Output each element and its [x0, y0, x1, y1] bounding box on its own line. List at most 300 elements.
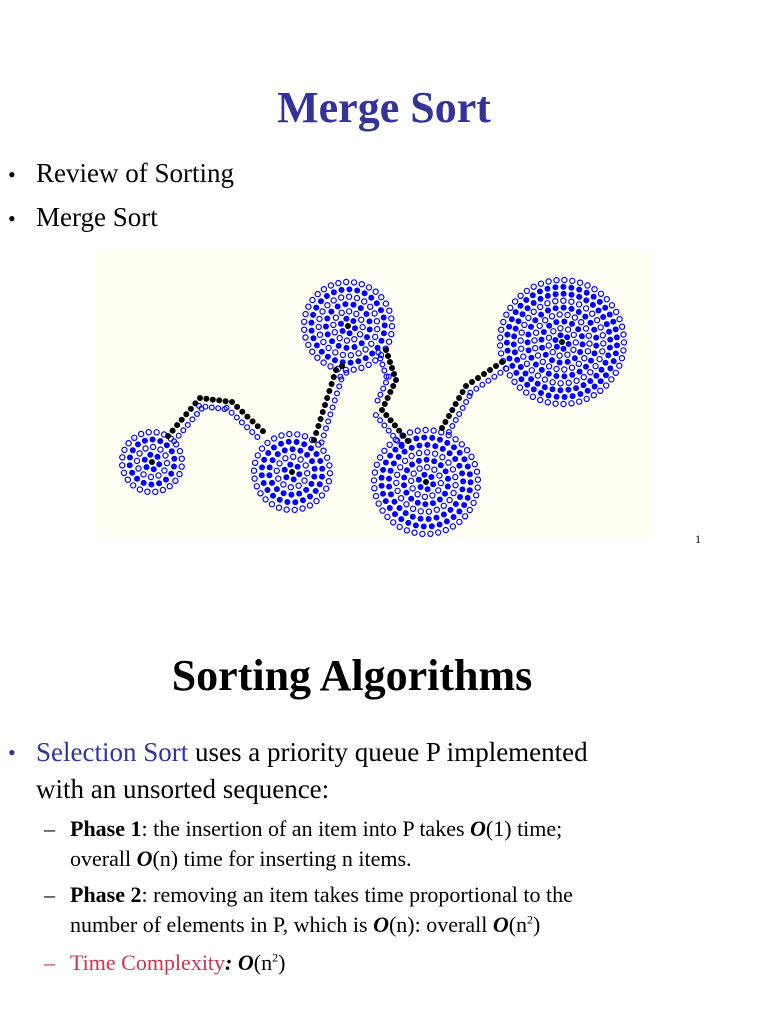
cluster-3-dot [328, 364, 333, 369]
path-3-dot [392, 422, 398, 428]
cluster-4-dot [415, 428, 420, 433]
cluster-4-dot [457, 494, 463, 500]
cluster-3-dot [354, 288, 360, 294]
cluster-5-dot [591, 393, 596, 398]
cluster-4-dot [405, 520, 411, 526]
cluster-5-dot [590, 311, 595, 316]
cluster-5-dot [553, 305, 559, 311]
cluster-3-dot [310, 349, 315, 354]
cluster-4-dot [410, 486, 415, 491]
cluster-2-dot [308, 445, 314, 451]
cluster-2-dot [287, 462, 293, 468]
cluster-5-dot [531, 386, 537, 392]
cluster-4-dot [426, 516, 432, 522]
path-1-dot [229, 399, 235, 405]
cluster-3-dot [339, 287, 345, 293]
cluster-5-dot [535, 381, 541, 387]
cluster-2-dot [314, 499, 319, 504]
cluster-2-dot [296, 483, 301, 488]
cluster-5-dot [550, 380, 555, 385]
cluster-2-dot [261, 480, 267, 486]
cluster-5-dot [524, 361, 529, 366]
page-number: 1 [695, 532, 701, 546]
path-3-dot [382, 401, 388, 407]
cluster-4-dot [442, 491, 448, 497]
cluster-2-dot [300, 497, 306, 503]
cluster-5-dot [540, 359, 545, 364]
cluster-2-dot [317, 481, 323, 487]
cluster-3-dot [331, 298, 336, 303]
cluster-5-dot [597, 299, 603, 305]
cluster-4-dot [416, 443, 422, 449]
cluster-3-dot [359, 365, 364, 370]
cluster-4-dot [430, 500, 436, 506]
cluster-5-dot [504, 332, 510, 338]
cluster-4-dot [416, 458, 422, 464]
cluster-5-dot [542, 384, 548, 390]
cluster-5-dot [528, 376, 534, 382]
cluster-4-dot [392, 511, 398, 517]
cluster-2-dot [283, 474, 289, 480]
cluster-1-dot [168, 471, 174, 477]
cluster-1-center-dot [149, 459, 155, 465]
cluster-5-dot [613, 326, 619, 332]
cluster-5-dot [568, 285, 574, 291]
cluster-2-dot [303, 463, 308, 468]
cluster-5-dot [498, 335, 503, 340]
cluster-3-dot [336, 281, 341, 286]
path-4-edge-dot [492, 374, 497, 379]
path-4-dot [463, 383, 469, 389]
path-3-edge-dot [381, 386, 386, 391]
cluster-2-dot [305, 471, 310, 476]
cluster-2-dot [254, 484, 259, 489]
cluster-5-dot [569, 321, 575, 327]
cluster-4-dot [413, 522, 419, 528]
cluster-5-dot [517, 385, 522, 390]
cluster-2-dot [300, 506, 305, 511]
cluster-5-dot [561, 346, 567, 352]
cluster-5-dot [601, 341, 606, 346]
cluster-4-dot [456, 463, 462, 469]
cluster-2-dot [326, 479, 331, 484]
cluster-4-dot [415, 492, 420, 497]
cluster-1-dot [151, 444, 156, 449]
cluster-4-dot [411, 506, 416, 511]
cluster-5-dot [610, 319, 616, 325]
cluster-5-dot [531, 284, 536, 289]
dot-pattern-illustration [96, 250, 652, 538]
cluster-4-dot [418, 516, 424, 522]
cluster-5-dot [543, 352, 549, 358]
cluster-1-dot [162, 468, 167, 473]
cluster-4-dot [403, 510, 409, 516]
path-2-dot [333, 367, 339, 373]
cluster-4-dot [420, 531, 425, 536]
cluster-4-dot [403, 458, 408, 463]
cluster-4-dot [465, 464, 471, 470]
cluster-4-dot [465, 448, 470, 453]
cluster-5-dot [550, 350, 555, 355]
cluster-5-dot [587, 341, 592, 346]
cluster-2-dot [311, 474, 317, 480]
cluster-5-dot [566, 380, 571, 385]
cluster-4-dot [376, 501, 381, 506]
cluster-3-dot [378, 307, 384, 313]
cluster-3-dot [332, 357, 338, 363]
cluster-4-dot [450, 524, 455, 529]
cluster-4-dot [379, 475, 385, 481]
cluster-4-dot [451, 444, 457, 450]
cluster-4-dot [374, 462, 379, 467]
cluster-5-dot [607, 365, 613, 371]
cluster-5-dot [553, 319, 559, 325]
cluster-1-dot [179, 464, 184, 469]
cluster-4-dot [386, 484, 392, 490]
cluster-3-dot [359, 340, 365, 346]
cluster-2-dot [261, 457, 267, 463]
cluster-4-dot [404, 528, 409, 533]
cluster-3-dot [315, 355, 320, 360]
cluster-5-dot [571, 347, 576, 352]
cluster-3-dot [368, 295, 374, 301]
cluster-4-dot [453, 483, 458, 488]
cluster-1-dot [151, 466, 157, 472]
cluster-5-dot [539, 337, 545, 343]
cluster-4-dot [383, 460, 389, 466]
cluster-2-dot [319, 466, 325, 472]
merge-sort-illustration [96, 250, 652, 538]
cluster-5-dot [597, 357, 602, 362]
cluster-5-dot [557, 312, 562, 317]
cluster-1-dot [148, 482, 154, 488]
cluster-4-dot [444, 440, 450, 446]
path-4-edge-dot [464, 400, 469, 405]
cluster-3-dot [306, 304, 311, 309]
cluster-2-dot [278, 441, 284, 447]
path-3-dot [379, 407, 385, 413]
cluster-4-dot [386, 476, 392, 482]
path-3-edge-dot [380, 362, 385, 367]
path-1-dot [250, 418, 256, 424]
cluster-5-dot [562, 277, 567, 282]
cluster-4-dot [431, 458, 437, 464]
cluster-1-dot [122, 447, 127, 452]
path-2-dot [331, 374, 337, 380]
cluster-4-dot [433, 451, 438, 456]
cluster-5-dot [600, 333, 605, 338]
cluster-4-dot [453, 501, 459, 507]
cluster-4-dot [467, 471, 473, 477]
cluster-4-dot [415, 500, 421, 506]
cluster-3-dot [368, 304, 373, 309]
cluster-5-dot [532, 317, 538, 323]
cluster-5-dot [509, 316, 515, 322]
cluster-1-dot [171, 464, 177, 470]
cluster-4-dot [412, 530, 417, 535]
cluster-5-dot [533, 362, 539, 368]
cluster-4-dot [398, 516, 404, 522]
cluster-5-dot [577, 391, 583, 397]
path-2-dot [324, 395, 330, 401]
cluster-4-dot [380, 491, 386, 497]
cluster-5-dot [576, 294, 582, 300]
cluster-3-dot [309, 328, 315, 334]
path-3-edge-dot [382, 423, 387, 428]
path-1-edge-dot [234, 415, 239, 420]
cluster-5-dot [583, 326, 588, 331]
cluster-4-dot [373, 494, 378, 499]
cluster-4-dot [430, 493, 435, 498]
path-2-dot [311, 437, 317, 443]
cluster-4-dot [385, 514, 390, 519]
cluster-2-dot [281, 490, 287, 496]
path-2-dot [315, 423, 321, 429]
cluster-5-dot [574, 378, 579, 383]
cluster-3-dot [374, 319, 379, 324]
cluster-5-dot [572, 355, 578, 361]
cluster-4-dot [432, 467, 437, 472]
path-4-dot [446, 413, 452, 419]
path-2-dot [313, 430, 319, 436]
cluster-3-dot [356, 351, 361, 356]
cluster-5-dot [571, 332, 576, 337]
cluster-3-dot [333, 350, 338, 355]
cluster-3-dot [338, 321, 344, 327]
cluster-4-dot [418, 509, 423, 514]
path-2-dot [320, 409, 326, 415]
cluster-3-dot [321, 287, 326, 292]
path-2-edge-dot [326, 419, 331, 424]
cluster-4-dot [465, 495, 471, 501]
cluster-3-dot [344, 279, 349, 284]
cluster-5-dot [611, 358, 617, 364]
cluster-4-dot [460, 478, 466, 484]
cluster-3-dot [352, 280, 357, 285]
cluster-5-dot [587, 378, 593, 384]
cluster-4-dot [392, 447, 398, 453]
path-2-edge-dot [335, 391, 340, 396]
cluster-5-dot [525, 332, 531, 338]
cluster-5-dot [546, 335, 551, 340]
cluster-1-dot [169, 448, 175, 454]
cluster-2-dot [319, 493, 324, 498]
cluster-4-dot [446, 460, 451, 465]
cluster-2-dot [270, 493, 276, 499]
path-4-edge-dot [480, 382, 485, 387]
cluster-3-dot [360, 325, 365, 330]
cluster-2-dot [282, 447, 288, 453]
cluster-3-dot [347, 309, 352, 314]
path-4-dot [439, 425, 445, 431]
cluster-4-dot [459, 442, 464, 447]
cluster-4-dot [471, 500, 476, 505]
cluster-5-dot [499, 351, 504, 356]
cluster-4-dot [444, 518, 450, 524]
cluster-2-dot [312, 466, 318, 472]
cluster-3-dot [344, 345, 350, 351]
path-4-edge-dot [450, 424, 455, 429]
cluster-4-dot [392, 499, 398, 505]
cluster-2-dot [296, 471, 302, 477]
cluster-5-dot [526, 347, 532, 353]
cluster-2-dot [272, 436, 277, 441]
cluster-3-dot [317, 332, 322, 337]
cluster-3-dot [346, 286, 352, 292]
cluster-5-dot [545, 308, 551, 314]
cluster-4-dot [434, 507, 439, 512]
bullet-review-of-sorting [8, 158, 234, 189]
cluster-4-dot [391, 520, 396, 525]
cluster-4-dot [436, 530, 441, 535]
cluster-3-dot [343, 316, 349, 322]
cluster-5-dot [506, 356, 512, 362]
cluster-3-dot [342, 301, 348, 307]
path-4-dot [493, 363, 499, 369]
cluster-3-dot [387, 339, 392, 344]
cluster-5-dot [609, 377, 614, 382]
cluster-5-dot [569, 292, 575, 298]
path-1-dot [174, 422, 180, 428]
cluster-4-dot [430, 481, 436, 487]
path-3-dot [385, 395, 391, 401]
cluster-4-dot [431, 428, 436, 433]
cluster-2-dot [279, 433, 284, 438]
cluster-1-dot [141, 472, 146, 477]
cluster-5-dot [577, 302, 582, 307]
cluster-4-dot [437, 437, 443, 443]
cluster-5-dot [545, 301, 550, 306]
cluster-4-dot [417, 451, 422, 456]
cluster-3-dot [374, 300, 380, 306]
cluster-5-dot [598, 291, 603, 296]
cluster-5-dot [523, 297, 529, 303]
path-4-edge-dot [474, 386, 479, 391]
path-3-edge-dot [384, 380, 389, 385]
cluster-3-dot [335, 304, 341, 310]
cluster-2-dot [276, 476, 281, 481]
cluster-1-dot [141, 480, 147, 486]
cluster-3-dot [303, 335, 308, 340]
cluster-5-dot [532, 338, 537, 343]
cluster-5-dot [538, 304, 543, 309]
cluster-3-dot [323, 324, 329, 330]
cluster-5-dot [528, 324, 534, 330]
cluster-4-dot [404, 467, 410, 473]
cluster-5-dot [598, 388, 603, 393]
cluster-4-dot [388, 468, 394, 474]
cluster-2-dot [317, 458, 323, 464]
cluster-4-dot [438, 462, 444, 468]
cluster-5-dot [569, 306, 575, 312]
cluster-5-dot [572, 315, 577, 320]
path-3-dot [389, 365, 395, 371]
cluster-4-dot [387, 442, 392, 447]
path-3-dot [387, 359, 393, 365]
cluster-5-dot [524, 382, 530, 388]
cluster-2-dot [253, 460, 258, 465]
cluster-3-dot [306, 342, 311, 347]
cluster-3-dot [369, 341, 374, 346]
cluster-5-dot [621, 332, 626, 337]
cluster-5-dot [621, 348, 626, 353]
cluster-4-dot [394, 480, 399, 485]
cluster-5-dot [499, 327, 504, 332]
cluster-5-dot [518, 303, 524, 309]
cluster-3-dot [381, 330, 387, 336]
cluster-5-dot [562, 367, 567, 372]
cluster-5-dot [547, 364, 552, 369]
path-2-edge-dot [330, 405, 335, 410]
cluster-5-dot [513, 309, 519, 315]
cluster-5-dot [538, 390, 544, 396]
cluster-5-dot [545, 293, 551, 299]
cluster-3-dot [332, 330, 337, 335]
cluster-3-dot [326, 345, 331, 350]
cluster-2-dot [324, 486, 329, 491]
cluster-4-dot [456, 509, 462, 515]
path-1-dot [239, 409, 245, 415]
cluster-1-dot [130, 447, 136, 453]
cluster-3-dot [329, 338, 335, 344]
cluster-5-dot [604, 321, 610, 327]
cluster-5-dot [598, 378, 604, 384]
cluster-4-dot [474, 493, 479, 498]
cluster-4-dot [422, 501, 428, 507]
cluster-5-dot [573, 340, 578, 345]
cluster-5-dot [593, 373, 599, 379]
cluster-5-dot [581, 375, 586, 380]
cluster-1-dot [144, 464, 150, 470]
cluster-5-dot [569, 299, 574, 304]
cluster-5-dot [583, 364, 589, 370]
cluster-4-dot [459, 486, 465, 492]
cluster-1-dot [179, 456, 184, 461]
cluster-3-dot [389, 316, 394, 321]
cluster-4-dot [441, 503, 446, 508]
sub-bullet-phase-1: – Phase 1: the insertion of an item into P takes O(1) time; overall O(n) time for inserting n items. [44, 816, 563, 871]
cluster-3-dot [366, 362, 371, 367]
cluster-5-dot [576, 361, 581, 366]
cluster-5-dot [552, 337, 558, 343]
cluster-2-dot [302, 478, 307, 483]
cluster-4-dot [409, 445, 415, 451]
cluster-5-dot [593, 364, 598, 369]
cluster-5-dot [620, 324, 625, 329]
cluster-4-dot [424, 457, 430, 463]
cluster-3-dot [325, 331, 331, 337]
path-1-dot [223, 398, 229, 404]
cluster-3-dot [333, 315, 338, 320]
cluster-5-dot [524, 288, 529, 293]
cluster-1-dot [143, 446, 148, 451]
cluster-5-dot [598, 325, 603, 330]
cluster-1-dot [156, 461, 162, 467]
cluster-5-dot [596, 308, 602, 314]
path-1-dot [197, 395, 203, 401]
path-4-dot [456, 395, 462, 401]
cluster-5-dot [591, 294, 597, 300]
cluster-3-dot [328, 309, 334, 315]
slide-title: Merge Sort [277, 83, 491, 132]
cluster-5-dot [518, 364, 524, 370]
path-1-dot [203, 396, 209, 402]
path-1-edge-dot [181, 428, 186, 433]
cluster-5-dot [518, 293, 523, 298]
bullet-text: Review of Sorting [36, 158, 234, 188]
cluster-1-dot [126, 441, 131, 446]
cluster-1-dot [147, 452, 153, 458]
